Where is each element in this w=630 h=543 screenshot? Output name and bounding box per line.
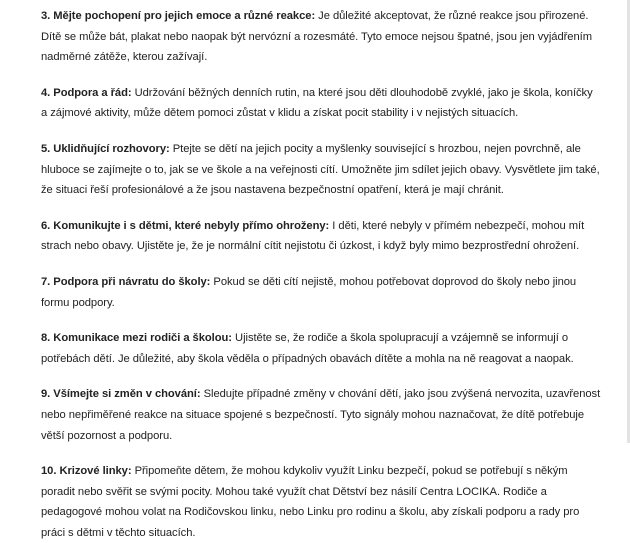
tip-title: 9. Všímejte si změn v chování:: [41, 388, 201, 401]
tip-item-9: [41, 384, 601, 446]
tip-text: Je důležité akceptovat, že různé reakce jsou přirozené. Dítě se může bát, plakat nebo naopak být nervózní a rozesmáté. Tyto emoce nejsou špatné, jsou jen vyjádřením nadměrné zátěže, kterou zažívají.: [41, 10, 592, 64]
tip-title: 10. Krizové linky:: [41, 465, 132, 478]
tip-item-8: [41, 328, 601, 369]
tip-title: 6. Komunikujte i s dětmi, které nebyly přímo ohroženy:: [41, 219, 330, 232]
tip-title: 8. Komunikace mezi rodiči a školou:: [41, 332, 232, 345]
tip-text: Ptejte se dětí na jejich pocity a myšlenky související s hrozbou, nejen povrchně, ale hluboce se zajímejte o to, jak se ve škole a na veřejnosti cítí. Umožněte jim sdílet jejich obavy. Vysvětlete jim také, že situaci řeší profesionálové a že jsou nastavena bezpečnostní opatření, která je mají chránit.: [41, 142, 600, 197]
tip-title: 3. Mějte pochopení pro jejich emoce a různé reakce:: [41, 10, 316, 22]
tip-text: Udržování běžných denních rutin, na které jsou děti dlouhodobě zvyklé, jako je škola, koníčky a zájmové aktivity, může dětem pomoci zůstat v klidu a získat pocit stability i v nejistých situacích.: [41, 86, 593, 120]
tip-title: 7. Podpora při návratu do školy:: [41, 275, 211, 288]
tip-item-3: [41, 6, 601, 68]
tip-text: Připomeňte dětem, že mohou kdykoliv využít Linku bezpečí, pokud se potřebují s někým poradit nebo svěřit se svými pocity. Mohou také využít chat Dětství bez násilí Centra LOCIKA. Rodiče a pedagogové mohou volat na Rodičovskou linku, nebo Linku pro rodinu a školu, aby získali podporu a rady pro práci s dětmi v těchto situacích.: [41, 465, 580, 539]
tip-item-10: [41, 461, 601, 543]
tip-text: I děti, které nebyly v přímém nebezpečí, mohou mít strach nebo obavy. Ujistěte je, že je normální cítit nejistotu či úzkost, i když byly mimo bezprostřední ohrožení.: [41, 219, 585, 253]
article-body: [41, 6, 601, 543]
tip-text: Pokud se děti cítí nejistě, mohou potřebovat doprovod do školy nebo jinou formu podpory.: [41, 275, 577, 309]
tip-item-6: [41, 216, 601, 257]
tip-title: 4. Podpora a řád:: [41, 86, 132, 99]
tip-text: Sledujte případné změny v chování dětí, jako jsou zvýšená nervozita, uzavřenost nebo nepřiměřené reakce na situace spojené s bezpečností. Tyto signály mohou naznačovat, že dítě potřebuje větší pozornost a podporu.: [41, 388, 601, 442]
tip-text: Ujistěte se, že rodiče a škola spolupracují a vzájemně se informují o potřebách dětí. Je důležité, aby škola věděla o případných obavách dítěte a mohla na ně reagovat a naopak.: [41, 332, 574, 365]
tip-item-4: [41, 83, 601, 124]
tip-title: 5. Uklidňující rozhovory:: [41, 142, 170, 155]
tip-item-7: [41, 272, 601, 313]
tip-item-5: [41, 139, 601, 201]
